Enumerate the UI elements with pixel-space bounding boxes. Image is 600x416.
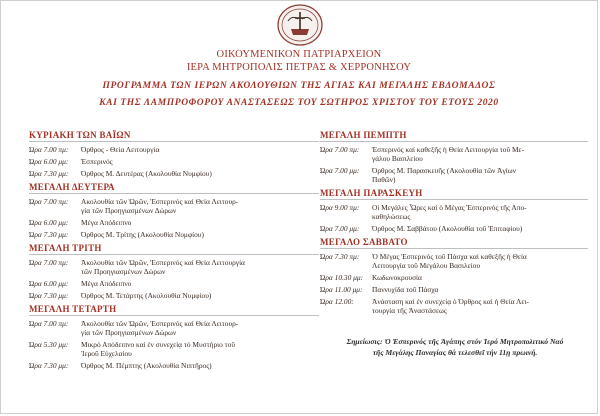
service-row (29, 230, 319, 239)
service-desc: Οἱ Μεγάλες Ὧρες καί ὁ Μέγας Ἑσπερινός τῆς Απο- καθηλώσεως (372, 203, 527, 221)
service-desc: Ακολουθία τῶν Ὡρῶν, Ἑσπερινός καί Θεία Λειτουρ- γία τῶν Προηγιασμένων Δώρων (81, 197, 239, 215)
service-desc: Ἀκολουθία τῶν Ὡρῶν, Ἑσπερινός καί Θεία Λειτουρ- γία τῶν Προηγιασμένων Δώρων (81, 319, 239, 337)
service-time: Ώρα 7.00 πμ: (29, 258, 69, 267)
service-time: Ώρα 7.00 μμ: (320, 166, 360, 175)
service-time: Ώρα 6.00 μμ: (29, 279, 69, 288)
day-heading: ΚΥΡΙΑΚΗ ΤΩΝ ΒΑΪΩΝ (29, 129, 319, 142)
service-row (29, 218, 319, 227)
service-time: Ώρα 7.00 πμ: (29, 319, 69, 328)
service-row (29, 361, 319, 370)
right-column (320, 129, 588, 318)
service-desc: Έσπερινός καί καθεξῆς ἡ Θεία Λειτουργία τοῦ Με- γάλου Βασιλείου (372, 145, 525, 163)
service-row (29, 279, 319, 288)
service-row (29, 291, 319, 300)
metropolis-heading: ΙΕΡΑ ΜΗΤΡΟΠΟΛΙΣ ΠΕΤΡΑΣ & ΧΕΡΡΟΝΗΣΟΥ (186, 62, 412, 73)
service-row (29, 145, 319, 154)
day-heading: ΜΕΓΑΛΗ ΠΑΡΑΣΚΕΥΗ (320, 187, 588, 200)
service-time: Ώρα 12.00: (320, 297, 354, 306)
service-row (29, 197, 319, 215)
service-time: Ώρα 11.00 μμ: (320, 285, 363, 294)
day-heading: ΜΕΓΑΛΗ ΔΕΥΤΕΡΑ (29, 181, 319, 194)
day-heading: ΜΕΓΑΛΟ ΣΑΒΒΑΤΟ (320, 236, 588, 249)
service-row (29, 319, 319, 337)
service-desc: Όρθρος Μ. Δευτέρας (Ακολουθία Νυμφίου) (81, 169, 212, 178)
note-line-2: τῆς Μεγάλης Παναγίας θά τελεσθεῖ τήν 11ῃ πρωινή. (372, 348, 538, 357)
service-row (320, 297, 588, 315)
service-row (320, 252, 588, 270)
program-title-line1: ΠΡΟΓΡΑΜΜΑ ΤΩΝ ΙΕΡΩΝ ΑΚΟΛΟΥΘΙΩΝ ΤΗΣ ΑΓΙΑΣ ΚΑΙ ΜΕΓΑΛΗΣ ΕΒΔΟΜΑΔΟΣ (102, 81, 496, 91)
service-row (320, 273, 588, 282)
service-desc: Όρθρος Μ. Πέμπτης (Ακολουθία Νιπτῆρος) (81, 361, 212, 370)
service-time: Ώρα 7.00 πμ: (29, 197, 69, 206)
service-time: Ώρα 7.00 πμ: (29, 145, 69, 154)
service-time: Ώρα 7.00 πμ: (320, 145, 360, 154)
service-desc: Όρθρος - Θεία Λειτουργία (81, 145, 160, 154)
service-desc: Μικρό Απόδειπνο καί ἐν συνεχείᾳ τό Μυστήριο τοῦ Ἱεροῦ Εὐχελαίου (81, 340, 236, 358)
service-desc: Μέγα Απόδειπνο (81, 279, 132, 288)
service-row (320, 224, 588, 233)
service-desc: Όρθρος Μ. Παρασκευῆς (Ακολουθία τῶν Ἁγίων Παθῶν) (372, 166, 516, 184)
service-time: Ώρα 7.30 πμ: (320, 252, 360, 261)
service-desc: Παννυχίδα τοῦ Πάσχα (372, 285, 439, 294)
service-desc: Έσπερινός (81, 157, 113, 166)
service-desc: Όρθρος Μ. Τρίτης (Ακολουθία Νυμφίου) (81, 230, 204, 239)
service-time: Ώρα 7.30 μμ: (29, 291, 69, 300)
service-time: Ώρα 7.30 μμ: (29, 169, 69, 178)
service-row (320, 166, 588, 184)
service-desc: Όρθρος Μ. Τετάρτης (Ακολουθία Νυμφίου) (81, 291, 212, 300)
service-time: Ώρα 6.00 μμ: (29, 157, 69, 166)
day-heading: ΜΕΓΑΛΗ ΠΕΜΠΤΗ (320, 129, 588, 142)
day-heading: ΜΕΓΑΛΗ ΤΡΙΤΗ (29, 242, 319, 255)
service-time: Ώρα 5.30 μμ: (29, 340, 69, 349)
seal-icon (274, 3, 326, 47)
service-row (29, 258, 319, 276)
service-row (320, 285, 588, 294)
service-time: Ώρα 6.00 μμ: (29, 218, 69, 227)
schedule-note (327, 336, 583, 358)
note-line-1: Σημείωσις: Ὁ Ἑσπερινός τῆς Ἀγάπης στόν Ἱερό Μητροπολιτικό Ναό (346, 337, 564, 346)
service-desc: Ἀκολουθία τῶν Ὡρῶν, Ἑσπερινός καί Θεία Λειτουργία τῶν Προηγιασμένων Δώρων (81, 258, 245, 276)
service-row (29, 169, 319, 178)
service-row (320, 145, 588, 163)
program-title-line2: ΚΑΙ ΤΗΣ ΛΑΜΠΡΟΦΟΡΟΥ ΑΝΑΣΤΑΣΕΩΣ ΤΟΥ ΣΩΤΗΡΟΣ ΧΡΙΣΤΟΥ ΤΟΥ ΕΤΟΥΣ 2020 (99, 98, 499, 108)
service-desc: Κωδωνοκρουσία (372, 273, 422, 282)
service-desc: Ἀνάσταση καί ἐν συνεχείᾳ ὁ Όρθρος καί ἡ Θεία Λει- τουργία τῆς Ἀναστάσεως (372, 297, 529, 315)
service-desc: Όρθρος Μ. Σαββάτου (Ακολουθία τοῦ Ἐπιταφίου) (372, 224, 523, 233)
left-column (29, 129, 319, 373)
service-row (29, 157, 319, 166)
service-time: Ώρα 7.30 μμ: (29, 230, 69, 239)
service-time: Ώρα 7.00 μμ: (320, 224, 360, 233)
service-row (320, 203, 588, 221)
service-row (29, 340, 319, 358)
service-time: Ώρα 10.30 μμ: (320, 273, 363, 282)
patriarchate-heading: ΟΙΚΟΥΜΕΝΙΚΟΝ ΠΑΤΡΙΑΡΧΕΙΟΝ (216, 49, 382, 60)
service-time: Ώρα 9.00 πμ: (320, 203, 360, 212)
service-desc: Ὁ Μέγας Ἑσπερινός τοῦ Πάσχα καί καθεξῆς ἡ Θεία Λειτουργία τοῦ Μεγάλου Βασιλείου (372, 252, 527, 270)
service-desc: Μέγα Απόδειπνο (81, 218, 132, 227)
day-heading: ΜΕΓΑΛΗ ΤΕΤΑΡΤΗ (29, 303, 319, 316)
service-time: Ώρα 7.30 μμ: (29, 361, 69, 370)
